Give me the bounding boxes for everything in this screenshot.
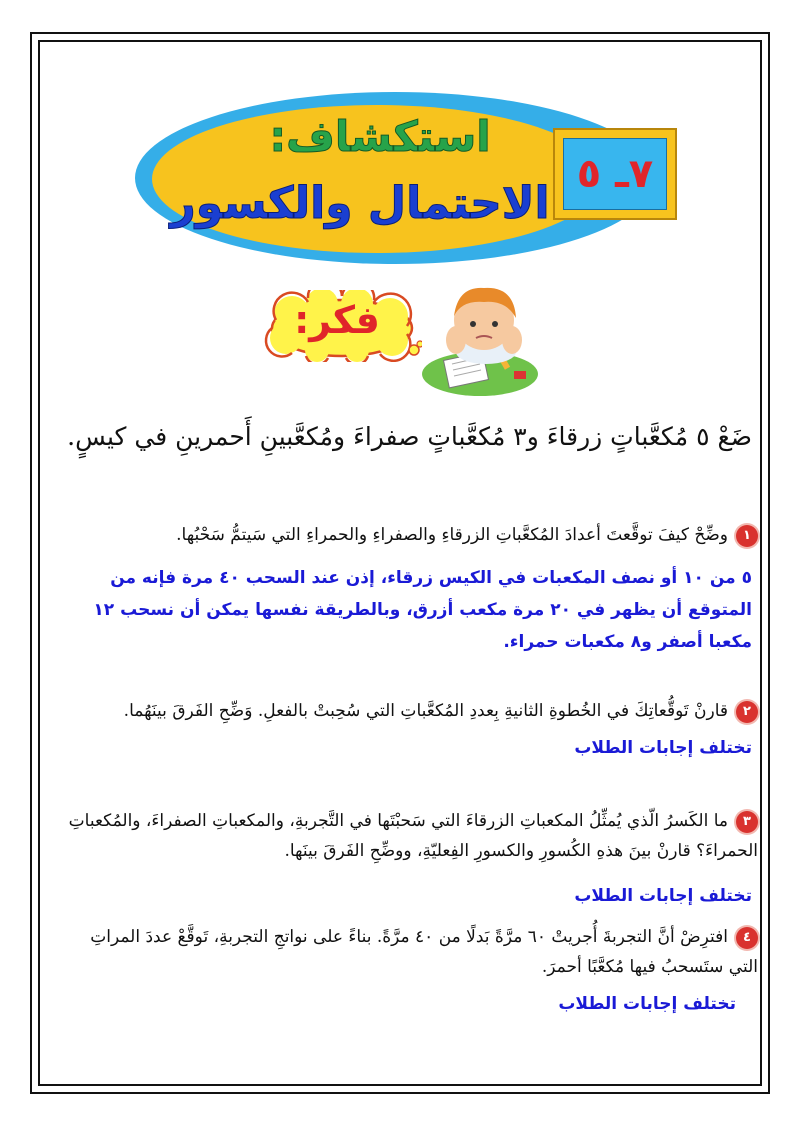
question-4-badge: ٤ xyxy=(736,927,758,949)
question-2 xyxy=(58,696,758,726)
lesson-number: ٧ـ ٥ xyxy=(563,138,667,210)
think-label: فكر: xyxy=(294,298,380,342)
question-1-text: وضِّحْ كيفَ توقَّعتَ أعدادَ المُكعَّباتِ الزرقاءِ والصفراءِ والحمراءِ التي سَيتمُّ سَحْبُها. xyxy=(176,525,728,545)
intro-statement: ضَعْ ٥ مُكعَّباتٍ زرقاءَ و٣ مُكعَّباتٍ صفراءَ ومُكعَّبينِ أَحمرينِ في كيسٍ. xyxy=(67,422,752,451)
question-1 xyxy=(58,520,758,550)
answer-1: ٥ من ١٠ أو نصف المكعبات في الكيس زرقاء، إذن عند السحب ٤٠ مرة فإنه من المتوقع أن يظهر في ٢٠ مرة مكعب أزرق، وبالطريقة نفسها يمكن أن نسحب ١٢ مكعبا أصفر و٨ مكعبات حمراء. xyxy=(93,568,752,652)
question-3-badge: ٣ xyxy=(736,811,758,833)
answer-4: تختلف إجابات الطلاب xyxy=(558,994,736,1014)
question-1-badge: ١ xyxy=(736,525,758,547)
question-3 xyxy=(58,806,758,866)
question-2-text: قارنْ تَوقُّعاتِكَ في الخُطوةِ الثانيةِ بِعددِ المُكعَّباتِ التي سُحِبتْ بالفعلِ. وَضِّحِ الفَرقَ بينَهُما. xyxy=(123,701,728,721)
question-3-text: ما الكَسرُ الّذي يُمثِّلُ المكعباتِ الزرقاءَ التي سَحبْتَها في التَّجربةِ، والمكعباتِ الصفراءَ، والمُكعباتِ الحمراءَ؟ قارنْ بينَ هذهِ الكُسورِ والكسورِ الفِعليّةِ، ووضِّحِ الفَرقَ بينَها. xyxy=(68,811,758,861)
lesson-title-line2: الاحتمال والكسور xyxy=(170,178,550,229)
lesson-number-box xyxy=(553,128,677,220)
lesson-title-line1: استكشاف: xyxy=(269,112,491,161)
question-4 xyxy=(58,922,758,982)
thinking-child-icon xyxy=(418,276,543,396)
question-4-text: افترِضْ أنَّ التجربةَ أُجريتْ ٦٠ مرَّةً بَدلًا من ٤٠ مرَّةً. بناءً على نواتجِ التجربةِ، تَوقَّعْ عددَ المراتِ التي ستَسحبُ فيها مُكعَّبًا أحمرَ. xyxy=(90,927,758,977)
answer-2: تختلف إجابات الطلاب xyxy=(574,738,752,758)
answer-3: تختلف إجابات الطلاب xyxy=(574,886,752,906)
question-2-badge: ٢ xyxy=(736,701,758,723)
